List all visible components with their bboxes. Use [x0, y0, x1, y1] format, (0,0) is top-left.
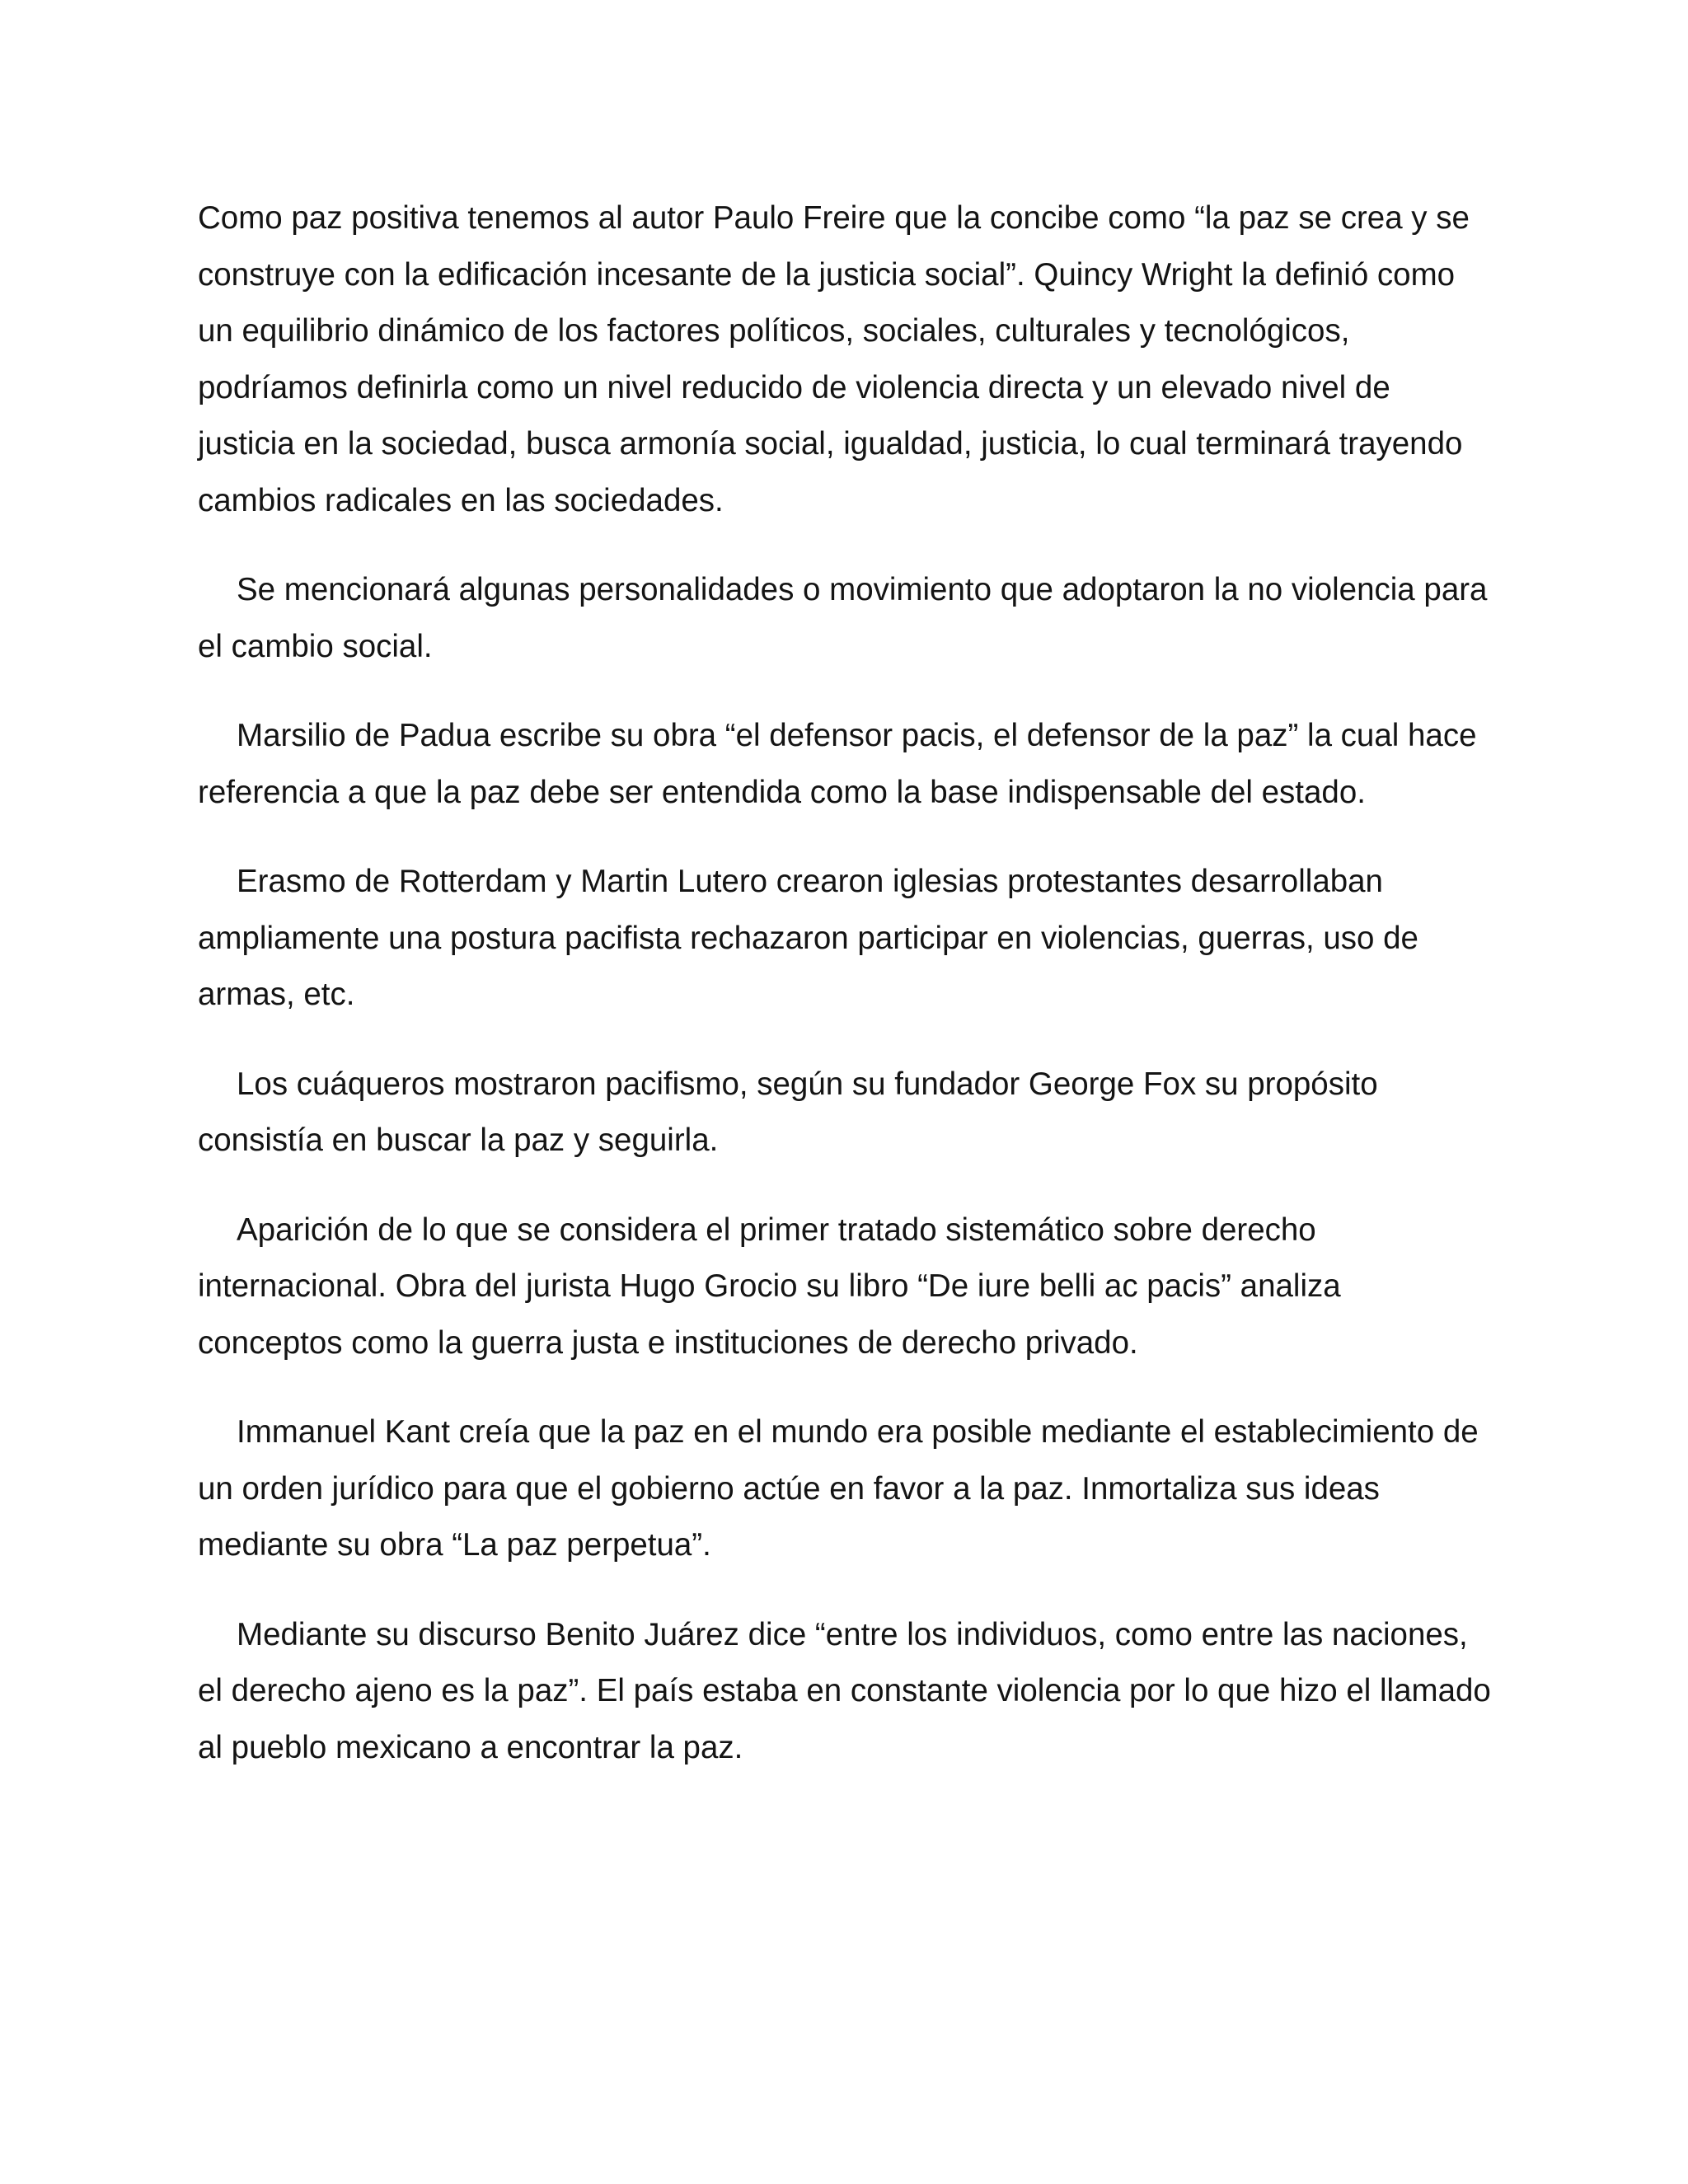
paragraph-paz-positiva: Como paz positiva tenemos al autor Paulo Freire que la concibe como “la paz se crea y se construye con la edificación incesante de la justicia social”. Quincy Wright la definió como un equilibrio dinámico de los factores políticos, sociales, culturales y tecnológicos, podríamos definirla como un nivel reducido de violencia directa y un elevado nivel de justicia en la sociedad, busca armonía social, igualdad, justicia, lo cual terminará trayendo cambios radicales en las sociedades.	[198, 200, 1470, 518]
paragraph-hugo-grocio: Aparición de lo que se considera el primer tratado sistemático sobre derecho internacional. Obra del jurista Hugo Grocio su libro “De iure belli ac pacis” analiza conceptos como la guerra justa e instituciones de derecho privado.	[198, 1212, 1341, 1361]
paragraph-benito-juarez: Mediante su discurso Benito Juárez dice “entre los individuos, como entre las naciones, el derecho ajeno es la paz”. El país estaba en constante violencia por lo que hizo el llamado al pueblo mexicano a encontrar la paz.	[198, 1616, 1491, 1765]
paragraph-immanuel-kant: Immanuel Kant creía que la paz en el mundo era posible mediante el establecimiento de un orden jurídico para que el gobierno actúe en favor a la paz. Inmortaliza sus ideas mediante su obra “La paz perpetua”.	[198, 1414, 1479, 1563]
document-body	[198, 190, 1492, 1809]
paragraph-marsilio-de-padua: Marsilio de Padua escribe su obra “el defensor pacis, el defensor de la paz” la cual hace referencia a que la paz debe ser entendida como la base indispensable del estado.	[198, 718, 1477, 810]
paragraph-erasmo-lutero: Erasmo de Rotterdam y Martin Lutero crearon iglesias protestantes desarrollaban ampliamente una postura pacifista rechazaron participar en violencias, guerras, uso de armas, etc.	[198, 864, 1418, 1012]
paragraph-cuaqueros: Los cuáqueros mostraron pacifismo, según su fundador George Fox su propósito consistía en buscar la paz y seguirla.	[198, 1066, 1378, 1158]
paragraph-personalidades: Se mencionará algunas personalidades o movimiento que adoptaron la no violencia para el cambio social.	[198, 572, 1488, 664]
